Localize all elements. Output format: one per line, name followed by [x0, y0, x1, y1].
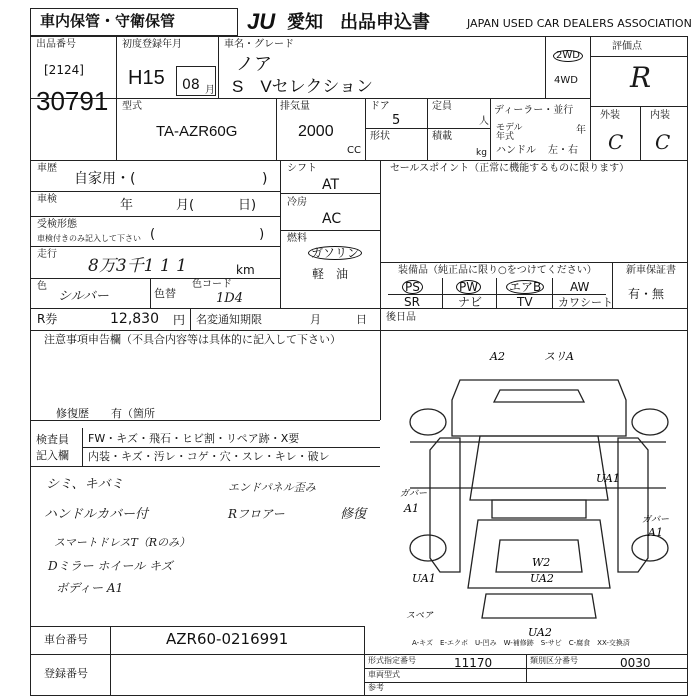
mileage-unit: km	[236, 263, 255, 277]
drive-2wd	[553, 50, 583, 62]
damage-legend: A-キズ E-エクボ U-凹み W-補修跡 S-サビ C-腐食 XX-交換済	[412, 639, 630, 647]
diagram-hood	[470, 436, 608, 500]
displacement-label: 排気量	[280, 101, 310, 112]
equip-sr: SR	[404, 295, 420, 309]
aircon-label: 冷房	[287, 197, 307, 208]
aircon-value: AC	[322, 211, 342, 227]
storage-title: 車内保管・守衛保管	[40, 13, 176, 30]
model-code-label: 形式指定番号	[368, 656, 416, 665]
fuel-label: 燃料	[287, 233, 307, 244]
inspector-label-2: 記入欄	[36, 449, 69, 462]
registration-year: H15	[128, 67, 165, 89]
load-label: 積載	[432, 131, 452, 142]
repair-history: 修復歴 有（箇所	[56, 407, 155, 420]
score-interior-label: 内装	[650, 110, 670, 121]
note-r-floor: Rフロアー	[228, 507, 285, 521]
displacement-unit: CC	[347, 145, 361, 156]
mileage-label: 走行	[37, 249, 57, 260]
chassis-label: 車台番号	[44, 633, 88, 646]
note-smart-dress: スマートドレスT（Rのみ）	[54, 536, 191, 549]
body-plate-sub: 参考	[368, 683, 384, 692]
doors-label: ドア	[370, 101, 390, 112]
note-handle-cover: ハンドルカバー付	[44, 507, 149, 522]
fuel-gas	[308, 246, 362, 260]
load-unit: kg	[476, 148, 487, 158]
note-mirror-wheel: Dミラー ホイール キズ	[48, 559, 173, 573]
recycle-unit: 円	[173, 313, 186, 327]
lot-label: 出品番号	[36, 39, 76, 50]
recycle-value: 12,830	[110, 311, 159, 327]
score-interior: C	[655, 130, 671, 154]
diagram-wheel-rl	[410, 535, 446, 561]
displacement-value: 2000	[298, 123, 334, 140]
inspection-month: 月(	[176, 198, 195, 213]
drive-2wd-circle: 2WD	[553, 50, 583, 62]
body-plate-label: 車両型式	[368, 670, 400, 679]
diagram-w2: W2	[532, 556, 551, 569]
history-label: 車歴	[37, 163, 57, 174]
tax-label: 名変通知期限	[196, 313, 262, 326]
tax-month: 月	[310, 313, 321, 326]
registration-month: 08	[182, 77, 200, 93]
diagram-ua2-bottom: UA2	[528, 626, 552, 639]
inspection-day: 日)	[238, 198, 257, 213]
form-title: 出品申込書	[340, 12, 430, 32]
mileage-value: 8万3千1 1 1	[88, 256, 187, 276]
registration-label: 初度登録年月	[122, 39, 182, 50]
received-label: 受検形態	[37, 219, 77, 230]
reg-label: 登録番号	[44, 667, 88, 680]
received-paren: ( )	[150, 227, 265, 242]
inspection-year: 年	[120, 198, 134, 213]
fuel-diesel: 軽 油	[312, 267, 349, 281]
model-year-label: モデル年式	[496, 123, 523, 142]
color-change-label: 色替	[154, 287, 176, 300]
diagram-a1-right: A1	[648, 526, 663, 539]
org-name: 愛知	[287, 12, 323, 32]
model-name: ノア	[236, 54, 272, 74]
diagram-garbage-left: ガバー	[400, 489, 428, 499]
capacity-unit: 人	[479, 116, 489, 127]
equip-pw-circle: PW	[456, 280, 481, 294]
type-label: 型式	[122, 101, 142, 112]
score-label: 評価点	[612, 41, 642, 52]
drive-4wd: 4WD	[554, 75, 578, 86]
score-exterior: C	[608, 130, 624, 154]
note-end-panel: エンドパネル歪み	[228, 481, 316, 494]
lot-number: 30791	[36, 86, 109, 116]
diagram-a1-left: A1	[404, 502, 419, 515]
color-code-label: 色コード	[192, 279, 232, 290]
history-value: 自家用・(	[74, 171, 136, 187]
class-code-value: 0030	[620, 656, 651, 670]
handle-label: ハンドル	[496, 145, 536, 156]
vehicle-damage-diagram	[390, 340, 686, 640]
received-note: 車検付きのみ記入して下さい	[37, 234, 141, 243]
inspector-fw: FW・キズ・飛石・ヒビ割・リペア跡・X要	[88, 432, 300, 445]
dealer-label: ディーラー・並行	[494, 105, 574, 116]
score-exterior-label: 外装	[600, 110, 620, 121]
equip-pw	[456, 280, 481, 294]
equip-ps-circle: PS	[402, 280, 423, 294]
org-name-en: JAPAN USED CAR DEALERS ASSOCIATION	[467, 17, 692, 30]
diagram-wheel-fl	[410, 409, 446, 435]
diagram-ua2: UA2	[530, 572, 554, 585]
diagram-front-body	[452, 380, 626, 436]
note-stain: シミ、キバミ	[46, 477, 124, 492]
chassis-value: AZR60-0216991	[166, 630, 289, 648]
equip-airbag-circle: エアB	[506, 280, 544, 294]
shape-label: 形状	[370, 131, 390, 142]
fuel-gas-circle: ガソリン	[308, 246, 362, 260]
equip-tv: TV	[517, 295, 533, 309]
doors-value: 5	[392, 113, 401, 128]
handle-value: 左・右	[548, 145, 578, 156]
model-code-value: 11170	[454, 656, 493, 670]
diagram-ua1-right: UA1	[596, 472, 620, 485]
year-unit: 年	[576, 125, 586, 136]
tax-day: 日	[356, 313, 367, 326]
warranty-value: 有・無	[628, 287, 665, 301]
shift-label: シフト	[287, 163, 317, 174]
diagram-rear-bumper	[482, 594, 596, 618]
inspection-label: 車検	[37, 194, 57, 205]
notes-label: 注意事項申告欄（不具合内容等は具体的に記入して下さい）	[44, 333, 341, 346]
model-grade: S Vセレクション	[232, 77, 373, 96]
lot-tag: [2124]	[44, 63, 84, 77]
equip-airbag	[506, 280, 544, 294]
after-label: 後日品	[386, 312, 416, 323]
class-code-label: 類別区分番号	[530, 656, 578, 665]
inspector-interior: 内装・キズ・汚レ・コゲ・穴・スレ・キレ・破レ	[88, 450, 330, 463]
capacity-label: 定員	[432, 101, 452, 112]
equip-leather: カワシート	[558, 296, 613, 309]
diagram-garbage-right: ガバー	[642, 515, 670, 525]
diagram-suri: スリA	[544, 350, 574, 363]
note-body: ボディー A1	[56, 581, 124, 595]
equip-ps	[402, 280, 423, 294]
color-label: 色	[37, 281, 47, 292]
recycle-label: R券	[37, 312, 58, 326]
diagram-wheel-fr	[632, 409, 668, 435]
note-repaired: 修復	[340, 507, 367, 522]
warranty-label: 新車保証書	[626, 265, 676, 276]
color-value: シルバー	[58, 289, 109, 304]
equip-navi: ナビ	[458, 295, 483, 309]
inspector-label-1: 検査員	[36, 433, 69, 446]
diagram-ua1-left: UA1	[412, 572, 436, 585]
shift-value: AT	[322, 177, 340, 193]
model-label: 車名・グレード	[224, 39, 294, 50]
diagram-spare: スペア	[406, 611, 434, 621]
color-code: 1D4	[216, 291, 243, 306]
history-close: )	[262, 171, 268, 187]
score-value: R	[630, 61, 652, 94]
sales-label: セールスポイント（正常に機能するものに限ります）	[390, 163, 630, 174]
month-unit: 月	[205, 85, 215, 96]
type-value: TA-AZR60G	[156, 123, 238, 140]
diagram-roof	[492, 500, 586, 518]
equip-aw: AW	[570, 280, 590, 294]
diagram-front-window	[494, 390, 584, 402]
equipment-label: 装備品（純正品に限り○をつけてください）	[398, 265, 597, 276]
diagram-a2: A2	[490, 350, 505, 363]
ju-logo: JU	[247, 9, 276, 34]
